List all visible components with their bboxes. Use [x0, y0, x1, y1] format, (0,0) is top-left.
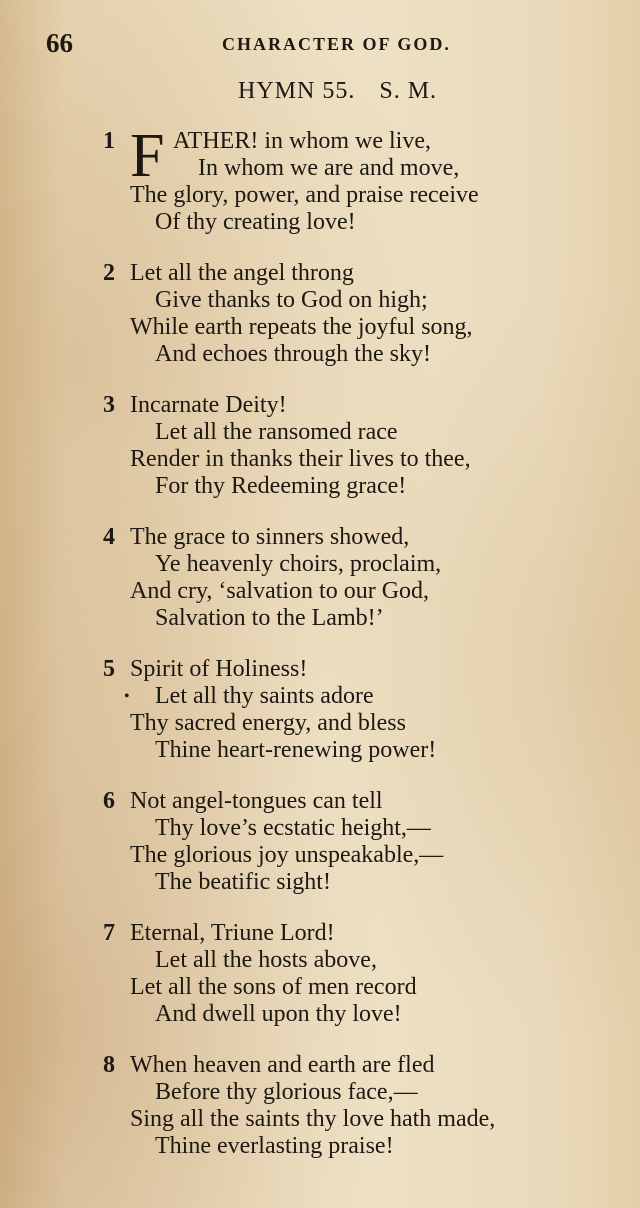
- stanza-number: 7: [103, 920, 115, 946]
- hymn-meter: S. M.: [379, 78, 438, 104]
- hymn-number: HYMN 55.: [238, 78, 356, 104]
- verse-line: Thine everlasting praise!: [155, 1133, 394, 1159]
- verse-line: Eternal, Triune Lord!: [130, 920, 335, 946]
- verse-line: Let all the sons of men record: [130, 974, 417, 1000]
- verse-line: The glory, power, and praise receive: [130, 182, 479, 208]
- verse-line: Spirit of Holiness!: [130, 656, 308, 682]
- stanza-number: 1: [103, 128, 115, 154]
- stanza-number: 3: [103, 392, 115, 418]
- verse-line: ATHER! in whom we live,: [173, 128, 431, 154]
- stanza-number: 2: [103, 260, 115, 286]
- verse-line: The glorious joy unspeakable,—: [130, 842, 444, 868]
- verse-line: In whom we are and move,: [198, 155, 460, 181]
- stanza-4: [0, 524, 640, 656]
- stanza-2: [0, 260, 640, 392]
- hymn-title: [238, 78, 437, 105]
- verse-line: Not angel-tongues can tell: [130, 788, 383, 814]
- verse-line: Render in thanks their lives to thee,: [130, 446, 471, 472]
- verse-line: Incarnate Deity!: [130, 392, 287, 418]
- verse-line: Salvation to the Lamb!’: [155, 605, 384, 631]
- ink-speck-icon: •: [124, 688, 130, 705]
- stanza-number: 4: [103, 524, 115, 550]
- verse-line: And cry, ‘salvation to our God,: [130, 578, 430, 604]
- stanza-7: [0, 920, 640, 1052]
- verse-line: Let all the hosts above,: [155, 947, 377, 973]
- verse-line: While earth repeats the joyful song,: [130, 314, 473, 340]
- stanza-8: [0, 1052, 640, 1184]
- verse-line: Thine heart-renewing power!: [155, 737, 437, 763]
- verse-line: Thy love’s ecstatic height,—: [155, 815, 431, 841]
- stanza-number: 6: [103, 788, 115, 814]
- verse-line: Ye heavenly choirs, proclaim,: [155, 551, 442, 577]
- stanza-3: [0, 392, 640, 524]
- verse-line: Let all thy saints adore: [155, 683, 374, 709]
- verse-line: Let all the ransomed race: [155, 419, 398, 445]
- stanza-6: [0, 788, 640, 920]
- stanza-5: [0, 656, 640, 788]
- verse-line: Thy sacred energy, and bless: [130, 710, 406, 736]
- page-header: [0, 28, 640, 60]
- hymn-verses: [0, 122, 640, 1184]
- verse-line: Let all the angel throng: [130, 260, 354, 286]
- verse-line: Give thanks to God on high;: [155, 287, 428, 313]
- stanza-number: 5: [103, 656, 115, 682]
- verse-line: The grace to sinners showed,: [130, 524, 410, 550]
- verse-line: Before thy glorious face,—: [155, 1079, 418, 1105]
- verse-line: For thy Redeeming grace!: [155, 473, 407, 499]
- verse-line: Of thy creating love!: [155, 209, 356, 235]
- verse-line: And dwell upon thy love!: [155, 1001, 402, 1027]
- verse-line: When heaven and earth are fled: [130, 1052, 435, 1078]
- stanza-1: [0, 122, 640, 260]
- running-head: CHARACTER OF GOD.: [222, 34, 451, 54]
- page-number: 66: [46, 28, 73, 58]
- verse-line: Sing all the saints thy love hath made,: [130, 1106, 496, 1132]
- verse-line: And echoes through the sky!: [155, 341, 431, 367]
- drop-cap: F: [130, 122, 165, 190]
- verse-line: The beatific sight!: [155, 869, 331, 895]
- stanza-number: 8: [103, 1052, 115, 1078]
